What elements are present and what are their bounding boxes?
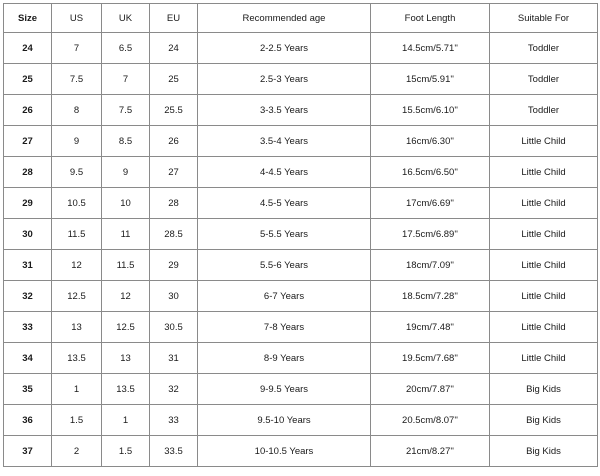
cell-suitable-for: Little Child [490, 250, 598, 281]
cell-us: 2 [52, 436, 102, 467]
cell-us: 13.5 [52, 343, 102, 374]
table-row [4, 126, 598, 157]
cell-eu: 25 [150, 64, 198, 95]
cell-suitable-for: Big Kids [490, 436, 598, 467]
cell-suitable-for: Toddler [490, 64, 598, 95]
cell-recommended-age: 5.5-6 Years [198, 250, 371, 281]
cell-eu: 32 [150, 374, 198, 405]
cell-size: 29 [4, 188, 52, 219]
cell-suitable-for: Little Child [490, 281, 598, 312]
cell-recommended-age: 6-7 Years [198, 281, 371, 312]
cell-size: 27 [4, 126, 52, 157]
table-row [4, 250, 598, 281]
cell-eu: 29 [150, 250, 198, 281]
cell-recommended-age: 3.5-4 Years [198, 126, 371, 157]
cell-uk: 13 [102, 343, 150, 374]
table-row [4, 312, 598, 343]
cell-size: 28 [4, 157, 52, 188]
cell-eu: 27 [150, 157, 198, 188]
cell-uk: 11 [102, 219, 150, 250]
cell-suitable-for: Big Kids [490, 374, 598, 405]
table-row [4, 95, 598, 126]
cell-eu: 33.5 [150, 436, 198, 467]
cell-suitable-for: Little Child [490, 343, 598, 374]
cell-suitable-for: Little Child [490, 312, 598, 343]
header-size: Size [4, 4, 52, 33]
cell-size: 24 [4, 33, 52, 64]
cell-eu: 33 [150, 405, 198, 436]
cell-eu: 31 [150, 343, 198, 374]
cell-size: 33 [4, 312, 52, 343]
cell-foot-length: 21cm/8.27'' [371, 436, 490, 467]
cell-suitable-for: Big Kids [490, 405, 598, 436]
cell-uk: 8.5 [102, 126, 150, 157]
table-row [4, 343, 598, 374]
cell-eu: 30.5 [150, 312, 198, 343]
cell-suitable-for: Toddler [490, 95, 598, 126]
header-suitable-for: Suitable For [490, 4, 598, 33]
cell-size: 37 [4, 436, 52, 467]
cell-eu: 24 [150, 33, 198, 64]
cell-uk: 9 [102, 157, 150, 188]
header-recommended-age: Recommended age [198, 4, 371, 33]
cell-foot-length: 14.5cm/5.71'' [371, 33, 490, 64]
cell-recommended-age: 5-5.5 Years [198, 219, 371, 250]
cell-us: 12.5 [52, 281, 102, 312]
cell-recommended-age: 2.5-3 Years [198, 64, 371, 95]
cell-uk: 13.5 [102, 374, 150, 405]
cell-recommended-age: 9.5-10 Years [198, 405, 371, 436]
cell-size: 26 [4, 95, 52, 126]
cell-foot-length: 20.5cm/8.07'' [371, 405, 490, 436]
cell-suitable-for: Toddler [490, 33, 598, 64]
cell-eu: 28 [150, 188, 198, 219]
cell-eu: 25.5 [150, 95, 198, 126]
cell-foot-length: 19cm/7.48'' [371, 312, 490, 343]
cell-us: 9 [52, 126, 102, 157]
table-row [4, 157, 598, 188]
cell-uk: 1 [102, 405, 150, 436]
cell-foot-length: 16.5cm/6.50'' [371, 157, 490, 188]
header-uk: UK [102, 4, 150, 33]
cell-us: 12 [52, 250, 102, 281]
cell-uk: 6.5 [102, 33, 150, 64]
cell-size: 34 [4, 343, 52, 374]
cell-recommended-age: 10-10.5 Years [198, 436, 371, 467]
cell-uk: 12 [102, 281, 150, 312]
cell-suitable-for: Little Child [490, 126, 598, 157]
cell-size: 31 [4, 250, 52, 281]
cell-us: 8 [52, 95, 102, 126]
table-row [4, 436, 598, 467]
cell-us: 13 [52, 312, 102, 343]
header-us: US [52, 4, 102, 33]
cell-suitable-for: Little Child [490, 157, 598, 188]
table-row [4, 405, 598, 436]
cell-foot-length: 18cm/7.09'' [371, 250, 490, 281]
cell-us: 7.5 [52, 64, 102, 95]
cell-uk: 10 [102, 188, 150, 219]
cell-foot-length: 15cm/5.91'' [371, 64, 490, 95]
cell-size: 32 [4, 281, 52, 312]
table-row [4, 281, 598, 312]
header-eu: EU [150, 4, 198, 33]
cell-foot-length: 15.5cm/6.10'' [371, 95, 490, 126]
cell-us: 10.5 [52, 188, 102, 219]
cell-foot-length: 17.5cm/6.89'' [371, 219, 490, 250]
cell-foot-length: 19.5cm/7.68'' [371, 343, 490, 374]
cell-us: 11.5 [52, 219, 102, 250]
cell-uk: 1.5 [102, 436, 150, 467]
cell-recommended-age: 4-4.5 Years [198, 157, 371, 188]
size-chart-table [3, 3, 598, 467]
cell-foot-length: 20cm/7.87'' [371, 374, 490, 405]
table-row [4, 219, 598, 250]
cell-recommended-age: 2-2.5 Years [198, 33, 371, 64]
cell-recommended-age: 3-3.5 Years [198, 95, 371, 126]
cell-size: 36 [4, 405, 52, 436]
cell-foot-length: 16cm/6.30'' [371, 126, 490, 157]
cell-foot-length: 17cm/6.69'' [371, 188, 490, 219]
cell-uk: 7 [102, 64, 150, 95]
cell-suitable-for: Little Child [490, 188, 598, 219]
cell-size: 35 [4, 374, 52, 405]
cell-recommended-age: 7-8 Years [198, 312, 371, 343]
cell-uk: 11.5 [102, 250, 150, 281]
cell-recommended-age: 9-9.5 Years [198, 374, 371, 405]
table-body [4, 33, 598, 467]
table-row [4, 188, 598, 219]
cell-size: 25 [4, 64, 52, 95]
cell-us: 1.5 [52, 405, 102, 436]
table-row [4, 374, 598, 405]
cell-foot-length: 18.5cm/7.28'' [371, 281, 490, 312]
cell-us: 7 [52, 33, 102, 64]
cell-suitable-for: Little Child [490, 219, 598, 250]
cell-eu: 26 [150, 126, 198, 157]
header-foot-length: Foot Length [371, 4, 490, 33]
cell-us: 9.5 [52, 157, 102, 188]
cell-recommended-age: 4.5-5 Years [198, 188, 371, 219]
cell-eu: 28.5 [150, 219, 198, 250]
cell-uk: 12.5 [102, 312, 150, 343]
table-row [4, 33, 598, 64]
cell-us: 1 [52, 374, 102, 405]
cell-eu: 30 [150, 281, 198, 312]
cell-uk: 7.5 [102, 95, 150, 126]
table-header-row [4, 4, 598, 33]
cell-size: 30 [4, 219, 52, 250]
table-row [4, 64, 598, 95]
cell-recommended-age: 8-9 Years [198, 343, 371, 374]
